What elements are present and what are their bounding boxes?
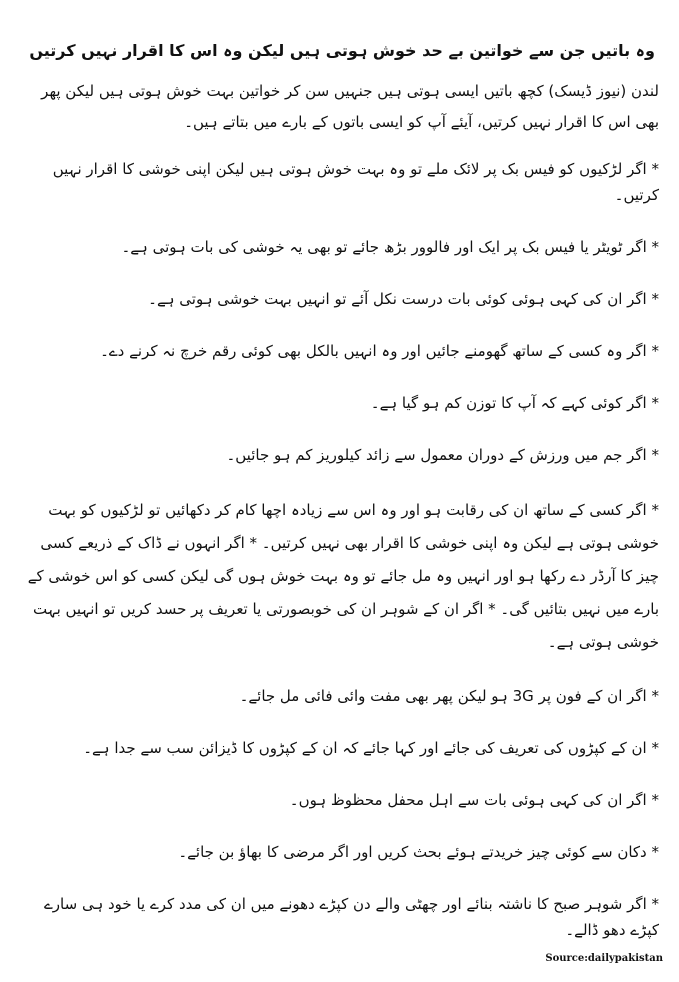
list-item: * اگر جم میں ورزش کے دوران معمول سے زائد کیلوریز کم ہو جائیں۔ <box>226 446 659 464</box>
list-item: * اگر ان کی کہی ہوئی کوئی بات درست نکل آئے تو انہیں بہت خوشی ہوتی ہے۔ <box>148 290 659 308</box>
list-item: * اگر شوہر صبح کا ناشتہ بنائے اور چھٹی والے دن کپڑے دھونے میں ان کی مدد کرے یا خود ہی سارے کپڑے دھو ڈالے۔ <box>44 895 659 939</box>
list-item: * اگر لڑکیوں کو فیس بک پر لائک ملے تو وہ بہت خوش ہوتی ہیں لیکن اپنی خوشی کا اقرار نہیں کرتیں۔ <box>52 160 659 204</box>
article-title: وہ باتیں جن سے خواتین بے حد خوش ہوتی ہیں لیکن وہ اس کا اقرار نہیں کرتیں <box>29 41 655 60</box>
list-item: * دکان سے کوئی چیز خریدتے ہوئے بحث کریں اور اگر مرضی کا بھاؤ بن جائے۔ <box>178 843 659 861</box>
list-item: * اگر وہ کسی کے ساتھ گھومنے جائیں اور وہ انہیں بالکل بھی کوئی رقم خرچ نہ کرنے دے۔ <box>100 342 659 360</box>
list-item: * اگر کوئی کہے کہ آپ کا توزن کم ہو گیا ہے۔ <box>370 394 659 412</box>
article-intro: لندن (نیوز ڈیسک) کچھ باتیں ایسی ہوتی ہیں جنہیں سن کر خواتین بہت خوش ہوتی ہیں لیکن پھر بھی اس کا اقرار نہیں کرتیں، آیئے آپ کو ایسی باتوں کے بارے میں بتاتے ہیں۔ <box>41 82 659 131</box>
list-item: * اگر ان کے فون پر 3G ہو لیکن پھر بھی مفت وائی فائی مل جائے۔ <box>239 687 659 705</box>
list-item: * اگر ٹویٹر یا فیس بک پر ایک اور فالوور بڑھ جائے تو بھی یہ خوشی کی بات ہوتی ہے۔ <box>121 238 659 256</box>
source-credit: Source:dailypakistan <box>545 953 663 964</box>
list-item: * ان کے کپڑوں کی تعریف کی جائے اور کہا جائے کہ ان کے کپڑوں کا ڈیزائن سب سے جدا ہے۔ <box>83 739 659 757</box>
long-paragraph: * اگر کسی کے ساتھ ان کی رقابت ہو اور وہ اس سے زیادہ اچھا کام کر دکھائیں تو لڑکیوں کو بہت خوشی ہوتی ہے لیکن وہ اپنی خوشی کا اقرار بھی نہیں کرتیں۔ * اگر انہوں نے ڈاک کے ذریعے کسی چیز کا آرڈر دے رکھا ہو اور انہیں وہ مل جائے تو وہ بہت خوش ہوں گی لیکن کسی کو اس خوشی کے بارے میں نہیں بتائیں گی۔ * اگر ان کے شوہر ان کی خوبصورتی یا تعریف پر حسد کریں تو انہیں بہت خوشی ہوتی ہے۔ <box>27 501 659 651</box>
list-item: * اگر ان کی کہی ہوئی بات سے اہل محفل محظوظ ہوں۔ <box>289 791 659 809</box>
